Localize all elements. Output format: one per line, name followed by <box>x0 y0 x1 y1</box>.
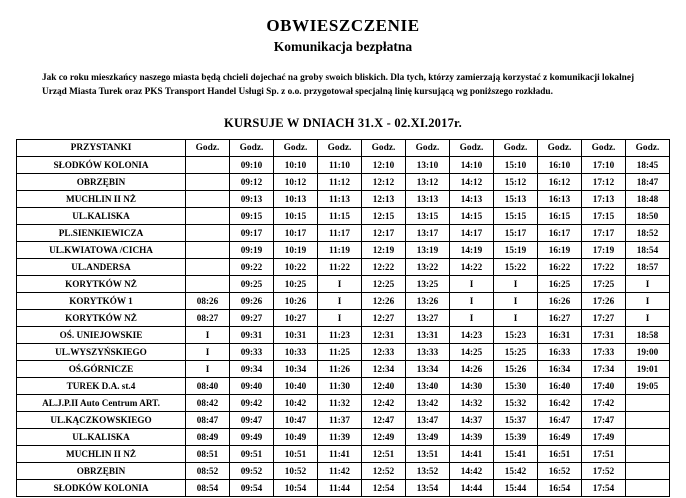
departure-time: 17:34 <box>582 360 626 377</box>
column-header-stops: PRZYSTANKI <box>17 139 186 156</box>
departure-time: 17:49 <box>582 428 626 445</box>
stop-name: MUCHLIN II NŻ <box>17 190 186 207</box>
departure-time: 12:15 <box>362 207 406 224</box>
departure-time: 16:40 <box>538 377 582 394</box>
departure-time: I <box>450 292 494 309</box>
departure-time: 08:27 <box>186 309 230 326</box>
departure-time: 13:13 <box>406 190 450 207</box>
departure-time: 14:13 <box>450 190 494 207</box>
departure-time: 16:34 <box>538 360 582 377</box>
column-header-time-5: Godz. <box>362 139 406 156</box>
departure-time: I <box>626 275 670 292</box>
stop-name: KORYTKÓW NŻ <box>17 275 186 292</box>
departure-time: 12:10 <box>362 156 406 173</box>
departure-time: 11:44 <box>318 479 362 496</box>
departure-time <box>186 207 230 224</box>
column-header-time-9: Godz. <box>538 139 582 156</box>
departure-time: 17:52 <box>582 462 626 479</box>
departure-time: 12:22 <box>362 258 406 275</box>
departure-time: 10:52 <box>274 462 318 479</box>
departure-time <box>186 190 230 207</box>
departure-time: 13:33 <box>406 343 450 360</box>
departure-time: 14:12 <box>450 173 494 190</box>
stop-name: UL.ANDERSA <box>17 258 186 275</box>
departure-time: 13:22 <box>406 258 450 275</box>
timetable-body <box>17 156 670 496</box>
departure-time: 08:42 <box>186 394 230 411</box>
departure-time: 12:17 <box>362 224 406 241</box>
departure-time: 10:42 <box>274 394 318 411</box>
departure-time: 08:51 <box>186 445 230 462</box>
header-row <box>17 139 670 156</box>
departure-time: I <box>494 275 538 292</box>
departure-time: 17:47 <box>582 411 626 428</box>
departure-time: 09:19 <box>230 241 274 258</box>
stop-name: UL.WYSZYŃSKIEGO <box>17 343 186 360</box>
departure-time: 13:34 <box>406 360 450 377</box>
departure-time: 14:37 <box>450 411 494 428</box>
table-row <box>17 479 670 496</box>
departure-time: 17:13 <box>582 190 626 207</box>
page-title: OBWIESZCZENIE <box>266 16 420 35</box>
table-row <box>17 292 670 309</box>
departure-time: 17:33 <box>582 343 626 360</box>
departure-time: 09:40 <box>230 377 274 394</box>
departure-time: 10:54 <box>274 479 318 496</box>
departure-time: 17:17 <box>582 224 626 241</box>
departure-time: 10:51 <box>274 445 318 462</box>
departure-time: 13:10 <box>406 156 450 173</box>
departure-time: 13:52 <box>406 462 450 479</box>
departure-time: 17:26 <box>582 292 626 309</box>
departure-time: 12:25 <box>362 275 406 292</box>
departure-time: 13:40 <box>406 377 450 394</box>
page-subtitle: Komunikacja bezpłatna <box>273 39 413 54</box>
departure-time: 15:30 <box>494 377 538 394</box>
departure-time: 09:54 <box>230 479 274 496</box>
departure-time: 13:12 <box>406 173 450 190</box>
departure-time: 11:41 <box>318 445 362 462</box>
departure-time: 11:19 <box>318 241 362 258</box>
departure-time: 12:42 <box>362 394 406 411</box>
departure-time: 14:39 <box>450 428 494 445</box>
departure-time: 17:19 <box>582 241 626 258</box>
departure-time: 10:34 <box>274 360 318 377</box>
table-row <box>17 343 670 360</box>
departure-time: 12:12 <box>362 173 406 190</box>
departure-time: 11:39 <box>318 428 362 445</box>
departure-time <box>626 411 670 428</box>
departure-time: 13:27 <box>406 309 450 326</box>
departure-time: 15:25 <box>494 343 538 360</box>
table-row <box>17 394 670 411</box>
departure-time: 16:47 <box>538 411 582 428</box>
departure-time: 12:33 <box>362 343 406 360</box>
departure-time: 18:58 <box>626 326 670 343</box>
departure-time: 11:13 <box>318 190 362 207</box>
departure-time: I <box>494 309 538 326</box>
departure-time: 11:12 <box>318 173 362 190</box>
departure-time: 17:40 <box>582 377 626 394</box>
departure-time: 11:22 <box>318 258 362 275</box>
departure-time: 11:10 <box>318 156 362 173</box>
stop-name: KORYTKÓW 1 <box>17 292 186 309</box>
table-row <box>17 411 670 428</box>
departure-time: 12:13 <box>362 190 406 207</box>
departure-time: 15:15 <box>494 207 538 224</box>
departure-time: 15:32 <box>494 394 538 411</box>
departure-time: 12:40 <box>362 377 406 394</box>
departure-time: 16:54 <box>538 479 582 496</box>
departure-time: 11:26 <box>318 360 362 377</box>
timetable-header <box>17 139 670 156</box>
departure-time: 10:12 <box>274 173 318 190</box>
departure-time: 10:40 <box>274 377 318 394</box>
departure-time: 15:17 <box>494 224 538 241</box>
departure-time: 09:42 <box>230 394 274 411</box>
departure-time: I <box>186 360 230 377</box>
departure-time: 17:12 <box>582 173 626 190</box>
departure-time <box>186 224 230 241</box>
departure-time: 14:25 <box>450 343 494 360</box>
departure-time: 18:48 <box>626 190 670 207</box>
departure-time: 08:54 <box>186 479 230 496</box>
departure-time: 11:15 <box>318 207 362 224</box>
stop-name: OBRZĘBIN <box>17 173 186 190</box>
stop-name: TUREK D.A. st.4 <box>17 377 186 394</box>
departure-time: 17:51 <box>582 445 626 462</box>
departure-time: 14:44 <box>450 479 494 496</box>
departure-time: 15:26 <box>494 360 538 377</box>
departure-time: 10:27 <box>274 309 318 326</box>
table-row <box>17 445 670 462</box>
departure-time: 16:17 <box>538 224 582 241</box>
stop-name: SŁODKÓW KOLONIA <box>17 156 186 173</box>
departure-time: 15:41 <box>494 445 538 462</box>
departure-time: 12:31 <box>362 326 406 343</box>
departure-time: 14:41 <box>450 445 494 462</box>
departure-time: 10:19 <box>274 241 318 258</box>
departure-time: 08:52 <box>186 462 230 479</box>
departure-time: 16:19 <box>538 241 582 258</box>
departure-time: I <box>450 275 494 292</box>
table-row <box>17 190 670 207</box>
stop-name: OŚ.GÓRNICZE <box>17 360 186 377</box>
departure-time: 13:54 <box>406 479 450 496</box>
departure-time: 11:25 <box>318 343 362 360</box>
table-row <box>17 173 670 190</box>
departure-time: I <box>186 326 230 343</box>
stop-name: MUCHLIN II NŻ <box>17 445 186 462</box>
departure-time: 18:45 <box>626 156 670 173</box>
table-row <box>17 462 670 479</box>
departure-time: 09:31 <box>230 326 274 343</box>
departure-time: 12:27 <box>362 309 406 326</box>
departure-time: 19:05 <box>626 377 670 394</box>
departure-time: 17:31 <box>582 326 626 343</box>
departure-time: 17:10 <box>582 156 626 173</box>
departure-time: 10:15 <box>274 207 318 224</box>
departure-time: 14:30 <box>450 377 494 394</box>
departure-time: 12:47 <box>362 411 406 428</box>
departure-time <box>626 445 670 462</box>
departure-time: 16:15 <box>538 207 582 224</box>
timetable <box>16 139 670 497</box>
departure-time: 14:10 <box>450 156 494 173</box>
departure-time: 09:34 <box>230 360 274 377</box>
column-header-time-7: Godz. <box>450 139 494 156</box>
departure-time: 09:33 <box>230 343 274 360</box>
stop-name: AL.J.P.II Auto Centrum ART. <box>17 394 186 411</box>
departure-time: 10:49 <box>274 428 318 445</box>
departure-time: 16:49 <box>538 428 582 445</box>
departure-time <box>626 394 670 411</box>
departure-time: 10:22 <box>274 258 318 275</box>
column-header-time-10: Godz. <box>582 139 626 156</box>
departure-time: I <box>626 309 670 326</box>
departure-time: I <box>626 292 670 309</box>
departure-time: 18:47 <box>626 173 670 190</box>
departure-time: 09:26 <box>230 292 274 309</box>
departure-time: 12:19 <box>362 241 406 258</box>
departure-time: 13:15 <box>406 207 450 224</box>
departure-time: 16:51 <box>538 445 582 462</box>
departure-time: I <box>494 292 538 309</box>
departure-time: 15:37 <box>494 411 538 428</box>
departure-time: 09:51 <box>230 445 274 462</box>
stop-name: UL.KĄCZKOWSKIEGO <box>17 411 186 428</box>
stop-name: OBRZĘBIN <box>17 462 186 479</box>
departure-time: 15:22 <box>494 258 538 275</box>
table-row <box>17 326 670 343</box>
departure-time: 19:00 <box>626 343 670 360</box>
departure-time: 09:47 <box>230 411 274 428</box>
table-row <box>17 275 670 292</box>
column-header-time-6: Godz. <box>406 139 450 156</box>
departure-time: 16:13 <box>538 190 582 207</box>
departure-time: 10:17 <box>274 224 318 241</box>
departure-time: 13:25 <box>406 275 450 292</box>
departure-time: 16:26 <box>538 292 582 309</box>
departure-time: 09:13 <box>230 190 274 207</box>
table-row <box>17 207 670 224</box>
departure-time: 14:15 <box>450 207 494 224</box>
departure-time <box>626 479 670 496</box>
departure-time <box>186 173 230 190</box>
departure-time: 17:27 <box>582 309 626 326</box>
departure-time: 13:49 <box>406 428 450 445</box>
departure-time: 16:22 <box>538 258 582 275</box>
departure-time: 14:42 <box>450 462 494 479</box>
intro-text: Jak co roku mieszkańcy naszego miasta będą chcieli dojechać na groby swoich bliskich. Dla tych, którzy zamierzają korzystać z komunikacji lokalnej Urząd Miasta Turek oraz PKS Transport Handel Usługi Sp. z o.o. przygotował specjalną linię kursującą wg poniższego rozkładu. <box>42 73 635 98</box>
table-row <box>17 224 670 241</box>
departure-time: 09:15 <box>230 207 274 224</box>
table-row <box>17 241 670 258</box>
departure-time: 11:17 <box>318 224 362 241</box>
column-header-time-4: Godz. <box>318 139 362 156</box>
departure-time: 13:51 <box>406 445 450 462</box>
departure-time: 17:54 <box>582 479 626 496</box>
departure-time: 10:26 <box>274 292 318 309</box>
departure-time: 09:12 <box>230 173 274 190</box>
departure-time: 18:54 <box>626 241 670 258</box>
table-row <box>17 360 670 377</box>
departure-time: I <box>186 343 230 360</box>
departure-time: I <box>318 292 362 309</box>
departure-time: 17:42 <box>582 394 626 411</box>
departure-time: 14:17 <box>450 224 494 241</box>
departure-time: 12:34 <box>362 360 406 377</box>
departure-time: 14:26 <box>450 360 494 377</box>
departure-time: 13:47 <box>406 411 450 428</box>
departure-time: 09:49 <box>230 428 274 445</box>
departure-time: 09:10 <box>230 156 274 173</box>
table-row <box>17 377 670 394</box>
departure-time: 12:52 <box>362 462 406 479</box>
departure-time: 15:13 <box>494 190 538 207</box>
departure-time: 16:42 <box>538 394 582 411</box>
departure-time: 09:17 <box>230 224 274 241</box>
departure-time: 16:10 <box>538 156 582 173</box>
departure-time: 08:47 <box>186 411 230 428</box>
departure-time: 15:42 <box>494 462 538 479</box>
departure-time: 13:26 <box>406 292 450 309</box>
departure-time: 10:10 <box>274 156 318 173</box>
departure-time: 11:37 <box>318 411 362 428</box>
departure-time: 11:42 <box>318 462 362 479</box>
stop-name: UL.KALISKA <box>17 207 186 224</box>
departure-time: 17:25 <box>582 275 626 292</box>
departure-time: 15:12 <box>494 173 538 190</box>
departure-time: 14:22 <box>450 258 494 275</box>
departure-time: 13:19 <box>406 241 450 258</box>
departure-time: 10:33 <box>274 343 318 360</box>
departure-time: I <box>450 309 494 326</box>
departure-time: 11:23 <box>318 326 362 343</box>
departure-time: 16:52 <box>538 462 582 479</box>
departure-time: 15:19 <box>494 241 538 258</box>
departure-time: 10:25 <box>274 275 318 292</box>
departure-time: 14:23 <box>450 326 494 343</box>
departure-time: 14:32 <box>450 394 494 411</box>
departure-time <box>186 275 230 292</box>
departure-time: 11:32 <box>318 394 362 411</box>
table-row <box>17 309 670 326</box>
departure-time: 16:27 <box>538 309 582 326</box>
departure-time: 13:31 <box>406 326 450 343</box>
departure-time <box>626 462 670 479</box>
departure-time <box>186 258 230 275</box>
departure-time: 08:49 <box>186 428 230 445</box>
departure-time: 15:23 <box>494 326 538 343</box>
departure-time: 09:25 <box>230 275 274 292</box>
service-dates: KURSUJE W DNIACH 31.X - 02.XI.2017r. <box>224 115 462 130</box>
departure-time: 12:51 <box>362 445 406 462</box>
departure-time: 09:27 <box>230 309 274 326</box>
departure-time: 17:15 <box>582 207 626 224</box>
departure-time: 16:33 <box>538 343 582 360</box>
intro-paragraph <box>42 71 644 100</box>
departure-time <box>186 241 230 258</box>
departure-time: 10:47 <box>274 411 318 428</box>
departure-time: 15:44 <box>494 479 538 496</box>
stop-name: KORYTKÓW NŻ <box>17 309 186 326</box>
stop-name: PL.SIENKIEWICZA <box>17 224 186 241</box>
departure-time: 18:52 <box>626 224 670 241</box>
column-header-time-1: Godz. <box>186 139 230 156</box>
departure-time: 12:54 <box>362 479 406 496</box>
table-row <box>17 428 670 445</box>
departure-time: 09:22 <box>230 258 274 275</box>
departure-time: 09:52 <box>230 462 274 479</box>
departure-time: 08:26 <box>186 292 230 309</box>
departure-time: 18:50 <box>626 207 670 224</box>
column-header-time-11: Godz. <box>626 139 670 156</box>
departure-time: 16:25 <box>538 275 582 292</box>
departure-time: 08:40 <box>186 377 230 394</box>
departure-time: 15:10 <box>494 156 538 173</box>
departure-time: 10:31 <box>274 326 318 343</box>
departure-time: 16:12 <box>538 173 582 190</box>
departure-time: 13:42 <box>406 394 450 411</box>
departure-time: 17:22 <box>582 258 626 275</box>
departure-time: 15:39 <box>494 428 538 445</box>
column-header-time-2: Godz. <box>230 139 274 156</box>
departure-time: 14:19 <box>450 241 494 258</box>
stop-name: SŁODKÓW KOLONIA <box>17 479 186 496</box>
departure-time: 10:13 <box>274 190 318 207</box>
departure-time: 12:26 <box>362 292 406 309</box>
departure-time: I <box>318 275 362 292</box>
column-header-time-8: Godz. <box>494 139 538 156</box>
stop-name: OŚ. UNIEJOWSKIE <box>17 326 186 343</box>
departure-time: 16:31 <box>538 326 582 343</box>
column-header-time-3: Godz. <box>274 139 318 156</box>
departure-time: 18:57 <box>626 258 670 275</box>
table-row <box>17 156 670 173</box>
stop-name: UL.KALISKA <box>17 428 186 445</box>
departure-time: I <box>318 309 362 326</box>
departure-time: 11:30 <box>318 377 362 394</box>
departure-time <box>186 156 230 173</box>
departure-time <box>626 428 670 445</box>
departure-time: 19:01 <box>626 360 670 377</box>
stop-name: UL.KWIATOWA /CICHA <box>17 241 186 258</box>
table-row <box>17 258 670 275</box>
departure-time: 12:49 <box>362 428 406 445</box>
departure-time: 13:17 <box>406 224 450 241</box>
